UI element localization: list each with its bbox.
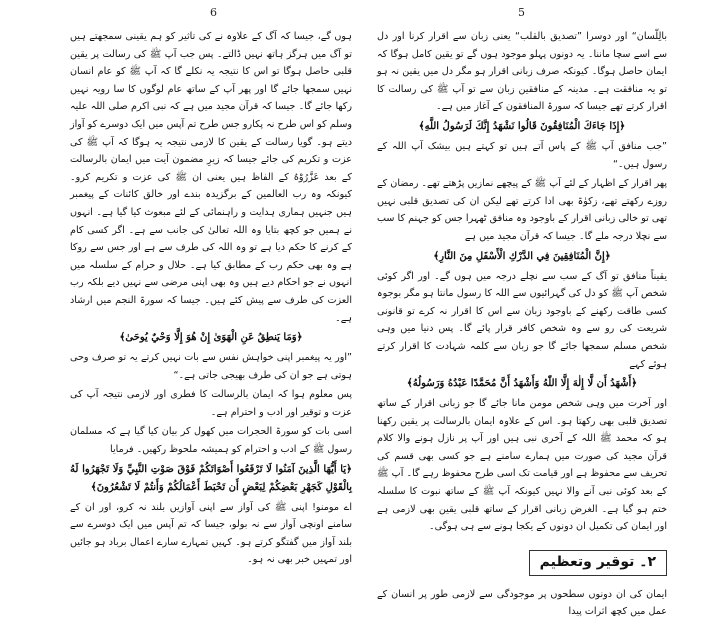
right-quran-verse-2: ﴿إِنَّ الْمُنَافِقِينَ فِي الدَّرْكِ الْأَسْفَلِ مِنَ النَّارِ﴾ [433, 250, 611, 262]
right-paragraph-5: ایمان کی ان دونوں سطحوں پر موجودگی سے لازمی طور پر انسان کے عمل میں کچھ اثرات پیدا [377, 588, 667, 618]
right-quran-verse-1: ﴿إِذَا جَاءَكَ الْمُنَافِقُونَ قَالُوا نَشْهَدُ إِنَّكَ لَرَسُولُ اللَّهِ﴾ [418, 120, 626, 132]
page-number-right: 5 [518, 6, 525, 19]
left-quran-verse-1: ﴿وَمَا يَنطِقُ عَنِ الْهَوَىٰ إِنْ هُوَ إِلَّا وَحْيٌ يُوحَىٰ﴾ [119, 332, 303, 344]
left-paragraph-1: ہوں گے، جیسا کہ آگ کے علاوہ نے کی تاثیر کو ہم یقینی سمجھتے ہیں تو آگ میں ہرگز ہاتھ نہیں ڈالتے۔ پس جب آپ ﷺ کی رسالت پر یقین قلبی حاصل ہوگا تو اس کا نتیجہ یہ نکلے گا کہ آپ ﷺ کو عام انسان نہیں سمجھا جائے گا اور پھر آپ کے ساتھ عام لوگوں کا سا رویہ نہیں رکھا جائے گا۔ جیسا کہ قرآن مجید میں ہے کہ نبی اکرم صلی اللہ علیہ وسلم کو اس طرح نہ پکارو جس طرح تم آپس میں ایک دوسرے کو آواز دیتے ہو۔ گویا رسالت کے یقین کا لازمی نتیجہ یہ ہوگا کہ آپ ﷺ کی عزت و تکریم کی جائے جیسا کہ زیرِ مضمون آیت میں ایمان بالرسالت کے بعد عَزَّرُوْهُ کے الفاظ ہیں یعنی ان ﷺ کی عزت و تکریم کرو۔ کیونکہ وہ رب العالمین کے برگزیدہ بندے اور خالق کائنات کے پیغمبر ہیں جنہیں ہماری ہدایت و راہنمائی کے لئے مبعوث کیا گیا ہے۔ انہوں نے ہمیں جو کچھ بتایا وہ اللہ تعالیٰ کی جانب سے ہے۔ اگر کسی کام کے کرنے کا حکم دیا ہے تو وہ اللہ کی طرف سے ہے اور جس سے روکا ہے وہ بھی حکم رب کے مطابق کیا ہے۔ حلال و حرام کے سلسلہ میں انہوں نے جو احکام دیے ہیں وہ بھی اپنی مرضی سے نہیں دیے بلکہ رب العزت کی طرف سے پیش کئے ہیں۔ جیسا کہ سورۃ النجم میں ارشاد ہے۔ [70, 31, 352, 324]
page-number-left: 6 [210, 6, 217, 19]
left-paragraph-3: اسی بات کو سورۃ الحجرات میں کھول کر بیان کیا گیا ہے کہ مسلمان رسول ﷺ کے ادب و احترام کو ہمیشہ ملحوظ رکھیں۔ فرمایا [70, 426, 352, 456]
left-quran-verse-2: ﴿يَا أَيُّهَا الَّذِينَ آمَنُوا لَا تَرْفَعُوا أَصْوَاتَكُمْ فَوْقَ صَوْتِ النَّبِيِّ وَلَا تَجْهَرُوا لَهُ بِالْقَوْلِ كَجَهْرِ بَعْضِكُمْ لِبَعْضٍ أَن تَحْبَطَ أَعْمَالُكُمْ وَأَنتُمْ لَا تَشْعُرُونَ﴾ [70, 463, 352, 493]
left-translation-2: اے مومنو! اپنی ﷺ کی آواز سے اپنی آوازیں بلند نہ کرو، اور ان کے سامنے اونچی آواز سے نہ بولو، جیسا کہ تم آپس میں ایک دوسرے سے بلند آواز میں گفتگو کرتے ہو۔ کہیں تمہارے سارے اعمال برباد ہو جائیں اور تمہیں خبر بھی نہ ہو۔ [70, 501, 352, 566]
section-heading: ۲۔ توقیر وتعظیم [529, 550, 667, 576]
left-translation-1: ”اور یہ پیغمبر اپنی خواہش نفس سے بات نہیں کرتے یہ تو صرف وحی ہوتی ہے جو ان کی طرف بھیجی جاتی ہے۔“ [70, 352, 352, 381]
right-translation-1: ”جب منافق آپ ﷺ کے پاس آتے ہیں تو کہتے ہیں بیشک آپ اللہ کے رسول ہیں۔“ [377, 140, 667, 170]
right-paragraph-3: یقیناً منافق تو آگ کے سب سے نچلے درجہ میں ہوں گے۔ اور اگر کوئی شخص آپ ﷺ کو دل کی گہرائیوں سے اللہ کا رسول مانتا ہو مگر بوجوہ کسی طاقت رکھنے کے باوجود زبان سے اس کا اقرار نہ کرے تو قانونی شریعت کی رو سے وہ شخص کافر قرار پائے گا۔ پس دنیا میں وہی شخص مسلم سمجھا جائے گا جو زبان سے کلمہ شہادت کا اقرار کرتے ہوئے کہے [377, 270, 667, 370]
right-quran-verse-3: ﴿أَشْهَدُ أَن لَّا إِلٰهَ إِلَّا اللّٰهُ وَأَشْهَدُ أَنَّ مُحَمَّدًا عَبْدُهُ وَرَسُولُهُ﴾ [406, 378, 638, 390]
right-paragraph-4: اور آخرت میں وہی شخص مومن مانا جائے گا جو زبانی اقرار کے ساتھ تصدیق قلبی بھی رکھتا ہو۔ اس کے علاوہ ایمان بالرسالت پر یقین رکھنا ہو کہ محمد ﷺ اللہ کے آخری نبی ہیں اور آپ پر نازل ہونے والا کلام قرآن مجید کی صورت میں ہمارے سامنے ہے جو کسی بھی قسم کی تحریف سے محفوظ ہے اور قیامت تک اسی طرح محفوظ رہے گا۔ آپ ﷺ کے بعد کوئی نبی آنے والا نہیں کیونکہ آپ ﷺ کے ساتھ نبوت کا سلسلہ ختم ہو گیا ہے۔ الغرض زبانی اقرار کے ساتھ قلبی یقین بھی لازمی ہے اور ایمان کی تکمیل ان دونوں کے یکجا ہونے سے ہی ہوگی۔ [377, 398, 667, 533]
right-page [377, 28, 667, 618]
right-paragraph-2: پھر اقرار کے اظہار کے لئے آپ ﷺ کے پیچھے نمازیں پڑھتے تھے۔ رمضان کے روزے رکھتے تھے، زکوٰۃ بھی ادا کرتے تھے لیکن ان کی تصدیق قلبی نہیں تھی تو خالی زبانی اقرار کے باوجود وہ منافق ٹھہرا جس کو جہنم کا سب سے نچلا درجہ ملے گا۔ جیسا کہ قرآن مجید میں ہے [377, 178, 667, 242]
section-heading-wrap [377, 550, 667, 576]
left-paragraph-2: پس معلوم ہوا کہ ایمان بالرسالت کا فطری اور لازمی نتیجہ آپ کی عزت و توقیر اور ادب و احترام ہے۔ [70, 389, 352, 418]
left-page [70, 28, 352, 566]
right-paragraph-1: بالِلّسان“ اور دوسرا ”تصدیق بالقلب“ یعنی زبان سے اقرار کرنا اور دل سے اسے سچا ماننا۔ یہ دونوں پہلو موجود ہوں گے تو یقین کامل ہوگا کہ ایمان حاصل ہوگا۔ کیونکہ صرف زبانی اقرار ہو مگر دل میں یقین نہ ہو تو یہ منافقت ہے۔ مدینہ کے منافقین زبان سے تو آپ ﷺ کی رسالت کا اقرار کرتے تھے جیسا کہ سورۃ المنافقون کے آغاز میں ہے۔ [377, 31, 667, 113]
